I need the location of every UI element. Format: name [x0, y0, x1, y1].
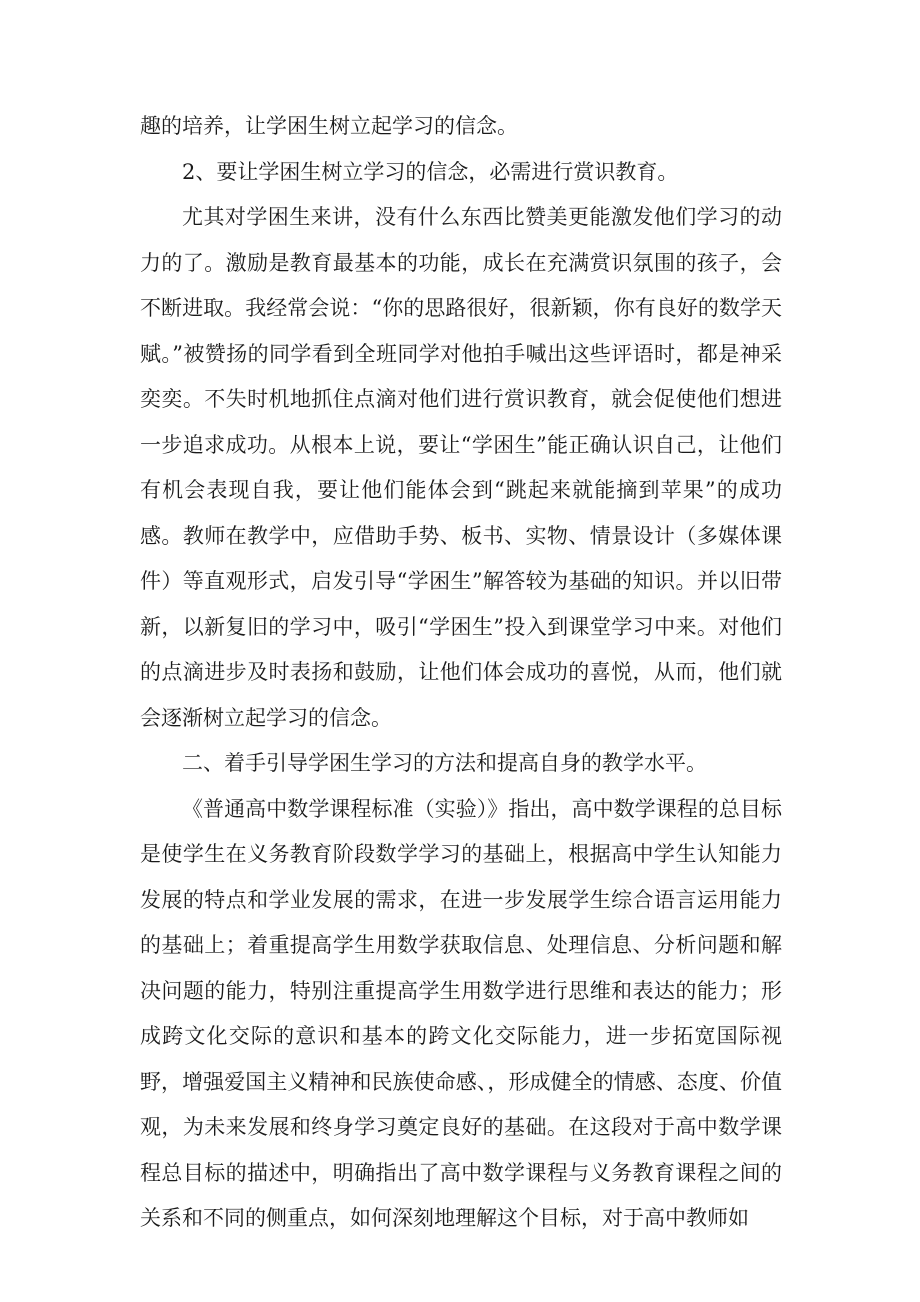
paragraph-section-two-heading: 二、着手引导学困生学习的方法和提高自身的教学水平。 [182, 751, 707, 775]
paragraph-appreciation-body: 尤其对学困生来讲，没有什么东西比赞美更能激发他们学习的动力的了。激励是教育最基本的功能，成长在充满赏识氛围的孩子，会不断进取。我经常会说：“你的思路很好，很新颖，你有良好的数学天赋。”被赞扬的同学看到全班同学对他拍手喊出这些评语时，都是神采奕奕。不失时机地抓住点滴对他们进行赏识教育，就会促使他们想进一步追求成功。从根本上说，要让“学困生”能正确认识自己，让他们有机会表现自我，要让他们能体会到“跳起来就能摘到苹果”的成功感。教师在教学中，应借助手势、板书、实物、情景设计（多媒体课件）等直观形式，启发引导“学困生”解答较为基础的知识。并以旧带新，以新复旧的学习中，吸引“学困生”投入到课堂学习中来。对他们的点滴进步及时表扬和鼓励，让他们体会成功的喜悦，从而，他们就会逐渐树立起学习的信念。 [140, 205, 782, 730]
document-page [140, 104, 782, 1242]
paragraph-continuation: 趣的培养，让学困生树立起学习的信念。 [140, 114, 518, 138]
paragraph-heading-appreciation: 2、要让学困生树立学习的信念，必需进行赏识教育。 [182, 159, 679, 184]
paragraph-curriculum-standard: 《普通高中数学课程标准（实验）》指出，高中数学课程的总目标是使学生在义务教育阶段数学学习的基础上，根据高中学生认知能力发展的特点和学业发展的需求，在进一步发展学生综合语言运用能力的基础上；着重提高学生用数学获取信息、处理信息、分析问题和解决问题的能力，特别注重提高学生用数学进行思维和表达的能力；形成跨文化交际的意识和基本的跨文化交际能力，进一步拓宽国际视野，增强爱国主义精神和民族使命感、，形成健全的情感、态度、价值观，为未来发展和终身学习奠定良好的基础。在这段对于高中数学课程总目标的描述中，明确指出了高中数学课程与义务教育课程之间的关系和不同的侧重点，如何深刻地理解这个目标，对于高中教师如 [140, 796, 782, 1230]
